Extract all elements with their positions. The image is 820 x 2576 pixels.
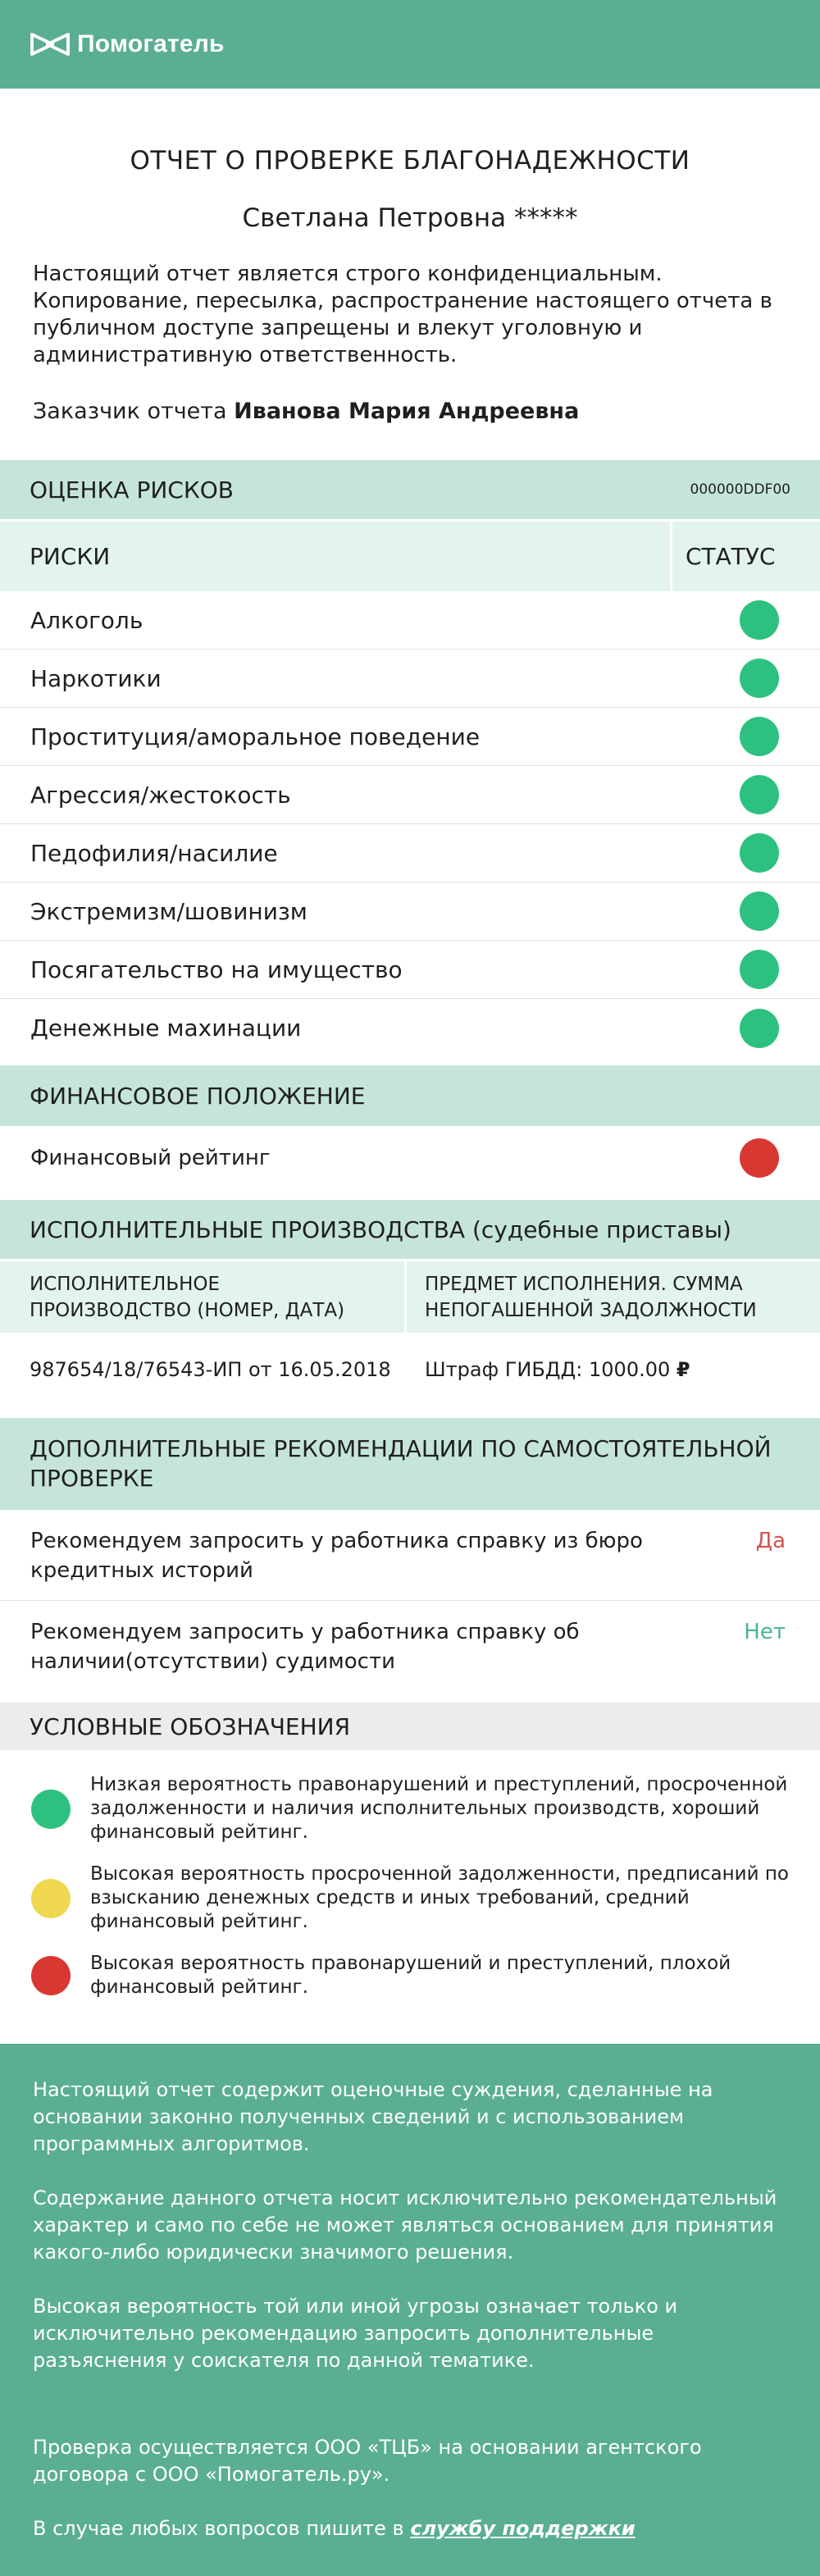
status-indicator — [740, 775, 779, 814]
risk-row — [0, 708, 820, 766]
footer-company-note: Проверка осуществляется ООО «ТЦБ» на основании агентского договора с ООО «Помогатель.ру». — [33, 2436, 702, 2486]
risk-row — [0, 882, 820, 941]
risk-label: Наркотики — [30, 664, 162, 692]
recommendations-section-header — [0, 1418, 820, 1510]
customer-label: Заказчик отчета — [33, 399, 227, 424]
finance-section-header — [0, 1065, 820, 1126]
enforcement-subject-cell — [407, 1358, 820, 1381]
risk-table-header — [0, 519, 820, 591]
legend-text: Высокая вероятность просроченной задолженности, предписаний по взысканию денежных средств и иных требований, средний финансовый рейтинг. — [90, 1863, 789, 1932]
risk-row — [0, 941, 820, 999]
support-prefix: В случае любых вопросов пишите в — [33, 2517, 404, 2540]
person-name: Светлана Петровна ***** — [242, 203, 578, 233]
enforcement-section-header — [0, 1200, 820, 1259]
footer-gap — [33, 2401, 787, 2434]
enforcement-table-header — [0, 1259, 820, 1333]
status-indicator — [740, 1009, 779, 1048]
enforcement-section-title: ИСПОЛНИТЕЛЬНЫЕ ПРОИЗВОДСТВА (судебные приставы) — [30, 1215, 731, 1243]
report-code: 000000DDF00 — [690, 481, 790, 498]
finance-section-title: ФИНАНСОВОЕ ПОЛОЖЕНИЕ — [30, 1082, 366, 1110]
risk-label: Проституция/аморальное поведение — [30, 723, 481, 750]
legend-section-header — [0, 1703, 820, 1750]
legend-dot-icon — [31, 1956, 71, 1995]
risks-column-header: РИСКИ — [0, 522, 672, 591]
recommendation-answer: Да — [755, 1529, 786, 1553]
list-item — [0, 1601, 820, 1691]
footer — [0, 2044, 820, 2576]
footer-paragraph: Настоящий отчет содержит оценочные суждения, сделанные на основании законно полученных сведений и с использованием программных алгоритмов. — [33, 2078, 713, 2155]
recommendations-list — [0, 1510, 820, 1691]
customer-name: Иванова Мария Андреевна — [234, 399, 580, 424]
status-indicator — [740, 891, 779, 931]
status-indicator — [740, 659, 779, 698]
enforcement-subject-header: ПРЕДМЕТ ИСПОЛНЕНИЯ. СУММА НЕПОГАШЕННОЙ ЗАДОЛЖНОСТИ — [407, 1261, 820, 1333]
finance-rating-row — [0, 1126, 820, 1190]
legend-item — [31, 1773, 790, 1844]
risk-section-title: ОЦЕНКА РИСКОВ — [30, 476, 234, 504]
risk-label: Педофилия/насилие — [30, 839, 278, 867]
legend-text: Высокая вероятность правонарушений и преступлений, плохой финансовый рейтинг. — [90, 1953, 731, 1998]
risk-label: Денежные махинации — [30, 1014, 302, 1042]
legend-list — [0, 1750, 820, 2022]
risk-label: Алкоголь — [30, 606, 144, 634]
risk-label: Агрессия/жестокость — [30, 781, 291, 809]
finance-rating-label: Финансовый рейтинг — [30, 1146, 271, 1170]
risk-row — [0, 591, 820, 650]
legend-dot-icon — [31, 1879, 71, 1918]
legend-section-title: УСЛОВНЫЕ ОБОЗНАЧЕНИЯ — [30, 1712, 351, 1740]
list-item — [0, 1510, 820, 1601]
enforcement-number: 987654/18/76543-ИП от 16.05.2018 — [30, 1358, 391, 1381]
status-indicator — [740, 833, 779, 873]
top-bar — [0, 0, 820, 89]
risk-section-header — [0, 460, 820, 519]
footer-support-line — [33, 2515, 787, 2542]
footer-paragraph: Высокая вероятность той или иной угрозы означает только и исключительно рекомендацию запросить дополнительные разъяснения у соискателя по данной тематике. — [33, 2295, 678, 2372]
risk-row — [0, 824, 820, 882]
confidential-notice: Настоящий отчет является строго конфиденциальным. Копирование, пересылка, распространение настоящего отчета в публичном доступе запрещены и влекут уголовную и административную ответственность. — [33, 262, 772, 367]
support-link[interactable]: службу поддержки — [410, 2517, 636, 2540]
status-indicator — [740, 950, 779, 989]
risk-label: Посягательство на имущество — [30, 955, 403, 983]
legend-text: Низкая вероятность правонарушений и преступлений, просроченной задолженности и наличия исполнительных производств, хороший финансовый рейтинг. — [90, 1774, 788, 1843]
ruble-sign-icon: ₽ — [676, 1358, 690, 1381]
footer-paragraph: Содержание данного отчета носит исключительно рекомендательный характер и само по себе не может являться основанием для принятия какого-либо юридически значимого решения. — [33, 2186, 777, 2264]
risk-row — [0, 999, 820, 1057]
page-title: ОТЧЕТ О ПРОВЕРКЕ БЛАГОНАДЕЖНОСТИ — [130, 146, 690, 176]
status-indicator — [740, 1138, 779, 1178]
enforcement-subject: Штраф ГИБДД: 1000.00 — [425, 1358, 671, 1381]
recommendation-text: Рекомендуем запросить у работника справку из бюро кредитных историй — [30, 1529, 643, 1583]
table-row — [0, 1333, 820, 1407]
legend-item — [31, 1862, 790, 1934]
risk-label: Экстремизм/шовинизм — [30, 897, 308, 925]
customer-line — [33, 399, 787, 424]
recommendation-text: Рекомендуем запросить у работника справку об наличии(отсутствии) судимости — [30, 1620, 580, 1674]
legend-item — [31, 1952, 790, 1999]
legend-dot-icon — [31, 1790, 71, 1829]
recommendations-section-title: ДОПОЛНИТЕЛЬНЫЕ РЕКОМЕНДАЦИИ ПО САМОСТОЯТЕЛЬНОЙ ПРОВЕРКЕ — [30, 1435, 772, 1492]
bowtie-logo-icon — [30, 32, 72, 57]
logo-text[interactable]: Помогатель — [77, 30, 225, 57]
report-intro — [0, 89, 820, 457]
recommendation-answer: Нет — [744, 1620, 786, 1644]
status-indicator — [740, 717, 779, 756]
status-column-header: СТАТУС — [686, 543, 776, 570]
status-indicator — [740, 600, 779, 640]
risk-row — [0, 766, 820, 824]
risk-row — [0, 650, 820, 708]
risk-list — [0, 591, 820, 1065]
enforcement-number-header: ИСПОЛНИТЕЛЬНОЕ ПРОИЗВОДСТВО (НОМЕР, ДАТА) — [0, 1261, 407, 1333]
